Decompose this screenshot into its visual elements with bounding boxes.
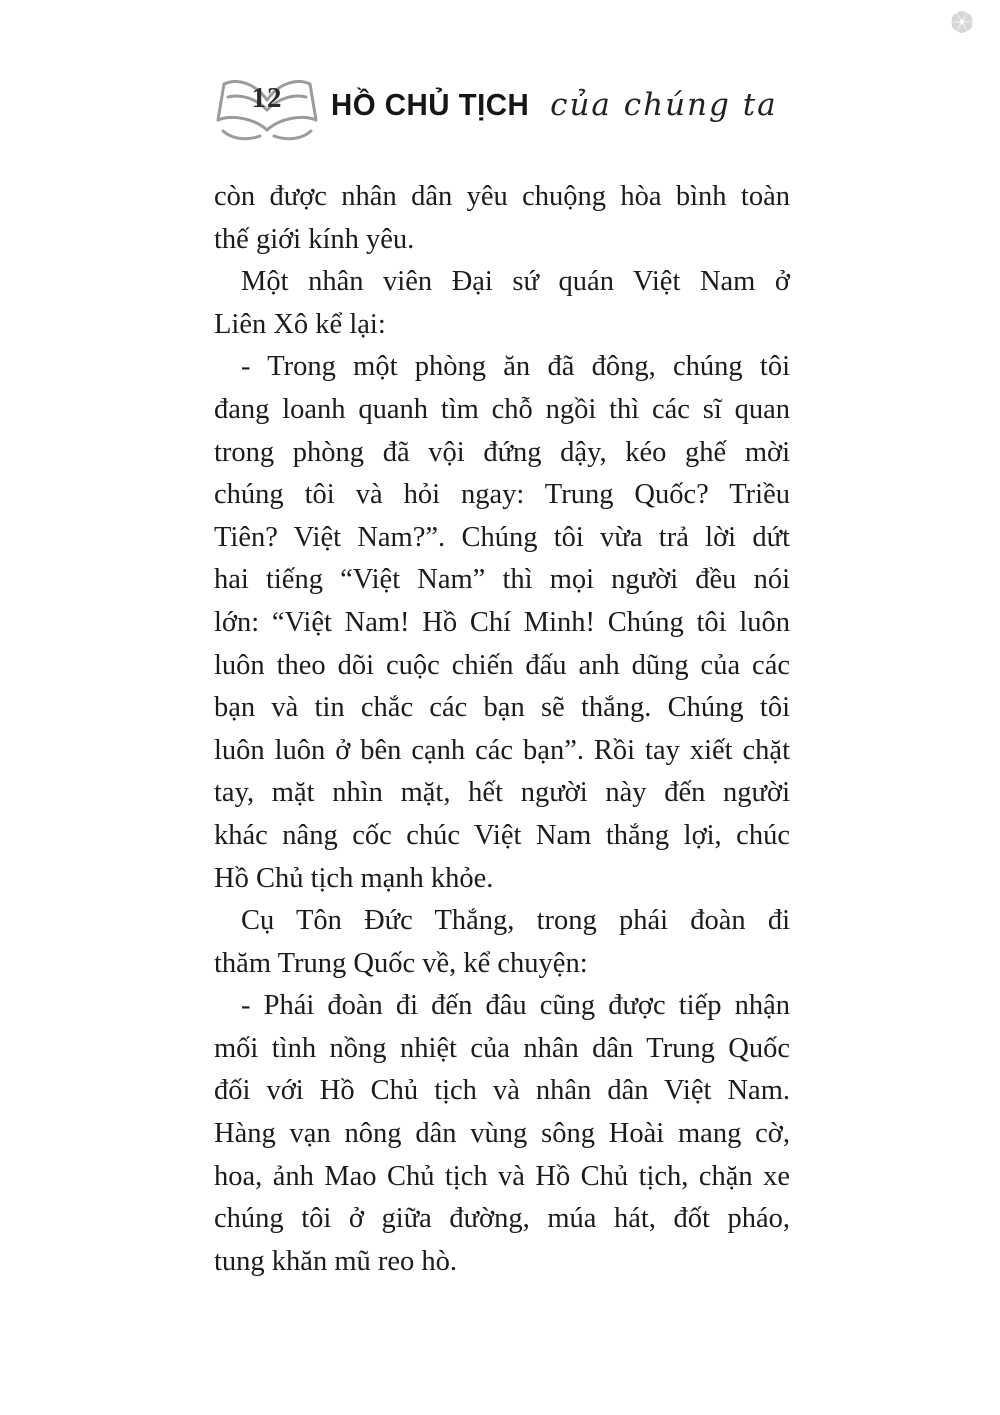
page-body [214, 176, 790, 1283]
text-line: Hồ Chủ tịch mạnh khỏe. [214, 862, 494, 894]
running-title-script: của chúng ta [550, 87, 778, 123]
text-line: tung khăn mũ reo hò. [214, 1245, 458, 1277]
text-line: - Trong một phòng ăn đã đông, chúng tôi [241, 351, 790, 383]
text-line: Hàng vạn nông dân vùng sông Hoài mang cờ, [214, 1118, 790, 1150]
text-line: còn được nhân dân yêu chuộng hòa bình toàn [214, 181, 790, 212]
text-line: chúng tôi ở giữa đường, múa hát, đốt pháo, [214, 1203, 790, 1235]
text-line: luôn theo dõi cuộc chiến đấu anh dũng của các [214, 649, 790, 681]
text-line: bạn và tin chắc các bạn sẽ thắng. Chúng tôi [214, 692, 790, 724]
text-line: hai tiếng “Việt Nam” thì mọi người đều nói [214, 564, 790, 596]
text-line: Tiên? Việt Nam?”. Chúng tôi vừa trả lời dứt [214, 521, 790, 553]
paragraph [214, 346, 790, 900]
text-line: Một nhân viên Đại sứ quán Việt Nam ở [241, 266, 790, 298]
text-line: khác nâng cốc chúc Việt Nam thắng lợi, chúc [214, 819, 790, 851]
paragraph [214, 985, 790, 1283]
text-line: thế giới kính yêu. [214, 223, 415, 255]
running-title [319, 87, 790, 129]
text-line: hoa, ảnh Mao Chủ tịch và Hồ Chủ tịch, chặn xe [214, 1160, 790, 1192]
paragraph [214, 261, 790, 346]
paragraph [214, 900, 790, 985]
open-book-icon [215, 70, 319, 146]
running-title-main: HỒ CHỦ TỊCH [331, 87, 530, 122]
text-line: - Phái đoàn đi đến đâu cũng được tiếp nhận [241, 990, 790, 1022]
text-line: mối tình nồng nhiệt của nhân dân Trung Quốc [214, 1032, 790, 1064]
text-line: trong phòng đã vội đứng dậy, kéo ghế mời [214, 436, 790, 468]
text-line: tay, mặt nhìn mặt, hết người này đến người [214, 777, 790, 809]
text-line: lớn: “Việt Nam! Hồ Chí Minh! Chúng tôi luôn [214, 606, 790, 638]
page-number: 12 [251, 82, 283, 114]
paragraph [214, 176, 790, 261]
page-header [215, 70, 790, 146]
text-line: đang loanh quanh tìm chỗ ngồi thì các sĩ quan [214, 393, 790, 425]
text-line: luôn luôn ở bên cạnh các bạn”. Rồi tay xiết chặt [214, 734, 790, 766]
flower-ornament-icon [946, 6, 978, 38]
text-line: thăm Trung Quốc về, kể chuyện: [214, 947, 588, 979]
text-line: Cụ Tôn Đức Thắng, trong phái đoàn đi [241, 905, 790, 937]
text-line: đối với Hồ Chủ tịch và nhân dân Việt Nam. [214, 1075, 790, 1107]
text-line: Liên Xô kể lại: [214, 308, 386, 340]
text-line: chúng tôi và hỏi ngay: Trung Quốc? Triều [214, 479, 790, 511]
